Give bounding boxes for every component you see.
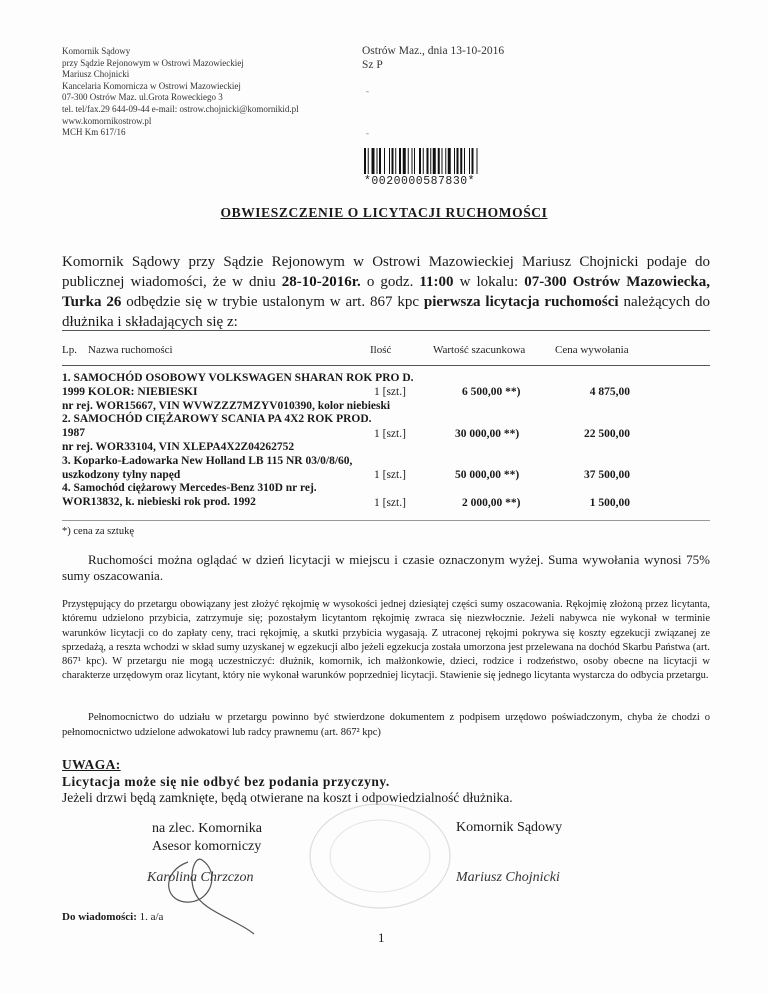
barcode-bar [464, 148, 465, 174]
intro-text: o godz. [360, 274, 420, 290]
col-qty: Ilość [370, 344, 392, 356]
left-signatory-name: Karolina Chrzczon [147, 870, 254, 885]
item-value: 50 000,00 **) [455, 469, 520, 481]
intro-paragraph [62, 252, 710, 332]
intro-text: w lokalu: [453, 274, 525, 290]
barcode-bar [419, 148, 421, 174]
header-line: Komornik Sądowy [62, 46, 131, 56]
barcode-bar [384, 148, 385, 174]
header-line: Kancelaria Komornicza w Ostrowi Mazowieckiej [62, 80, 241, 91]
barcode-bar [469, 148, 470, 174]
place-date: Ostrów Maz., dnia 13-10-2016 [362, 45, 505, 57]
document-title: OBWIESZCZENIE O LICYTACJI RUCHOMOŚCI [220, 205, 548, 220]
right-signature-title: Komornik Sądowy [456, 820, 563, 835]
official-stamp [295, 796, 465, 916]
auction-place: 07-300 Ostrów Mazowiecka, Turka 26 [62, 274, 710, 310]
item-line: nr rej. WOR15667, VIN WVWZZZ7MZYV010390, kolor niebieski [62, 399, 391, 412]
barcode-bar [372, 148, 375, 174]
barcode-bar [364, 148, 366, 174]
item-qty: 1 [szt.] [374, 497, 406, 509]
item-qty: 1 [szt.] [374, 386, 406, 398]
notice-heading: UWAGA: [62, 757, 121, 772]
item-qty: 1 [szt.] [374, 428, 406, 440]
barcode-number: *00200005878​30* [364, 175, 476, 188]
handwritten-signature [150, 842, 260, 936]
barcode-bar [445, 148, 446, 174]
barcode-bar [454, 148, 455, 174]
item-line: uszkodzony tylny napęd [62, 468, 181, 481]
barcode-bar [395, 148, 396, 174]
barcode-bar [457, 148, 459, 174]
signature-line: Asesor komorniczy [152, 839, 262, 854]
right-signatory-name: Mariusz Chojnicki [456, 870, 560, 885]
col-value: Wartość szacunkowa [433, 344, 526, 356]
barcode-bar [448, 148, 451, 174]
deposit-paragraph: Przystępujący do przetargu obowiązany jest złożyć rękojmię w wysokości jednej dziesiątej części sumy oszacowania. Rękojmię złożoną przez licytanta, któremu udzielono przybicia, zatrzymuje się; pozostałym licytantom rękojmię zwraca się niezwłocznie. Jeżeli nabywca nie wykonał w terminie warunków licytacji co do zapłaty ceny, traci rękojmię, a skutki przybicia wygasają. Z utraconej rękojmi pokrywa się koszty egzekucji związanej ze sprzedażą, a reszta wchodzi w skład sumy uzyskanej w egzekucji albo jeżeli egzekucja została umorzona jest przelewana na dochód Skarbu Państwa (art. 867¹ kpc). W przetargu nie mogą uczestniczyć: dłużnik, komornik, ich małżonkowie, dzieci, rodzice i rodzeństwo, osoby obecne na licytacji w charakterze urzędowym oraz licytant, który nie wykonał warunków poprzedniej licytacji. Stawienie się jednego licytanta wystarcza do odbycia przetargu. [62, 599, 710, 682]
intro-text: Komornik Sądowy przy Sądzie Rejonowym w Ostrowi Mazowieckiej Mariusz Chojnicki podaje do publicznej wiadomości, że w dniu [62, 254, 710, 290]
item-price: 4 875,00 [589, 386, 630, 398]
barcode-bar [392, 148, 394, 174]
item-qty: 1 [szt.] [374, 469, 406, 481]
intro-text: odbędzie się w trybie ustalonym w art. 867 kpc [121, 294, 424, 310]
signature-line: na zlec. Komornika [152, 821, 263, 836]
barcode-bar [414, 148, 415, 174]
barcode-bar [433, 148, 436, 174]
page-number: 1 [378, 930, 385, 945]
barcode-bar [442, 148, 443, 174]
col-name: Nazwa ruchomości [88, 344, 173, 356]
barcode-bar [438, 148, 440, 174]
item-line: 4. Samochód ciężarowy Mercedes-Benz 310D nr rej. [62, 482, 317, 495]
distribution-value: 1. a/a [136, 911, 164, 923]
barcode-bar [427, 148, 429, 174]
header-line: przy Sądzie Rejonowym w Ostrowi Mazowieckiej [62, 57, 244, 68]
item-line: 1999 KOLOR: NIEBIESKI [62, 385, 198, 398]
item-value: 6 500,00 **) [462, 386, 521, 398]
barcode-bar [368, 148, 369, 174]
header-line: MCH Km 617/16 [62, 127, 126, 138]
item-line: 1987 [62, 427, 85, 440]
reference: Sz P [362, 59, 383, 71]
barcode-bar [460, 148, 462, 174]
auction-date: 28-10-2016r. [281, 274, 361, 290]
mark: - [366, 128, 369, 138]
barcode-bar [379, 148, 381, 174]
barcode-bar [477, 148, 478, 174]
barcode-bar [377, 148, 378, 174]
item-value: 30 000,00 **) [455, 428, 520, 440]
notice-line: Jeżeli drzwi będą zamknięte, będą otwierane na koszt i odpowiedzialność dłużnika. [62, 790, 513, 805]
col-lp: Lp. [62, 344, 77, 356]
barcode-bar [423, 148, 424, 174]
auction-time: 11:00 [419, 274, 454, 290]
header-line: www.komornikostrow.pl [62, 115, 152, 126]
barcode-bar [389, 148, 390, 174]
header-line: tel. tel/fax.29 644-09-44 e-mail: ostrow.chojnicki@komornikid.pl [62, 103, 299, 114]
barcode-bar [412, 148, 413, 174]
intro-text: należących do dłużnika i składających się z: [62, 294, 710, 330]
item-price: 1 500,00 [589, 497, 630, 509]
item-price: 22 500,00 [584, 428, 630, 440]
divider [62, 330, 710, 331]
bailiff-header [62, 46, 362, 139]
item-line: 3. Koparko-Ładowarka New Holland LB 115 NR 03/0/8/60, [62, 454, 353, 467]
divider [62, 520, 710, 521]
barcode-bar [399, 148, 401, 174]
item-value: 2 000,00 **) [462, 497, 521, 509]
barcode-bar [403, 148, 406, 174]
item-line: WOR13832, k. niebieski rok prod. 1992 [62, 496, 256, 509]
item-line: nr rej. WOR33104, VIN XLEPA4X2Z04262752 [62, 440, 295, 453]
place-date-block [362, 44, 504, 72]
item-price: 37 500,00 [584, 469, 630, 481]
proxy-paragraph: Pełnomocnictwo do udziału w przetargu powinno być stwierdzone dokumentem z podpisem urzędowo poświadczonym, chyba że chodzi o pełnomocnictwo udzielone adwokatowi lub radcy prawnemu (art. 867² kpc) [62, 712, 710, 738]
footnote: *) cena za sztukę [62, 526, 134, 537]
barcode-bar [472, 148, 474, 174]
header-line: 07-300 Ostrów Maz. ul.Grota Roweckiego 3 [62, 92, 223, 103]
mark: - [366, 86, 369, 96]
item-line: 2. SAMOCHÓD CIĘŻAROWY SCANIA PA 4X2 ROK PROD. [62, 413, 372, 426]
barcode-bar [408, 148, 409, 174]
item-line: 1. SAMOCHÓD OSOBOWY VOLKSWAGEN SHARAN ROK PRO D. [62, 372, 414, 384]
barcode [364, 148, 516, 174]
col-price: Cena wywołania [555, 344, 629, 356]
barcode-bar [430, 148, 431, 174]
distribution-label: Do wiadomości: [62, 911, 137, 923]
notice-line: Licytacja może się nie odbyć bez podania przyczyny. [62, 774, 390, 789]
header-line: Mariusz Chojnicki [62, 69, 130, 80]
auction-type: pierwsza licytacja ruchomości [423, 294, 619, 310]
divider [62, 365, 710, 366]
distribution [62, 911, 163, 923]
viewing-paragraph: Ruchomości można oglądać w dzień licytacji w miejscu i czasie oznaczonym wyżej. Suma wywołania wynosi 75% sumy oszacowania. [62, 552, 710, 583]
